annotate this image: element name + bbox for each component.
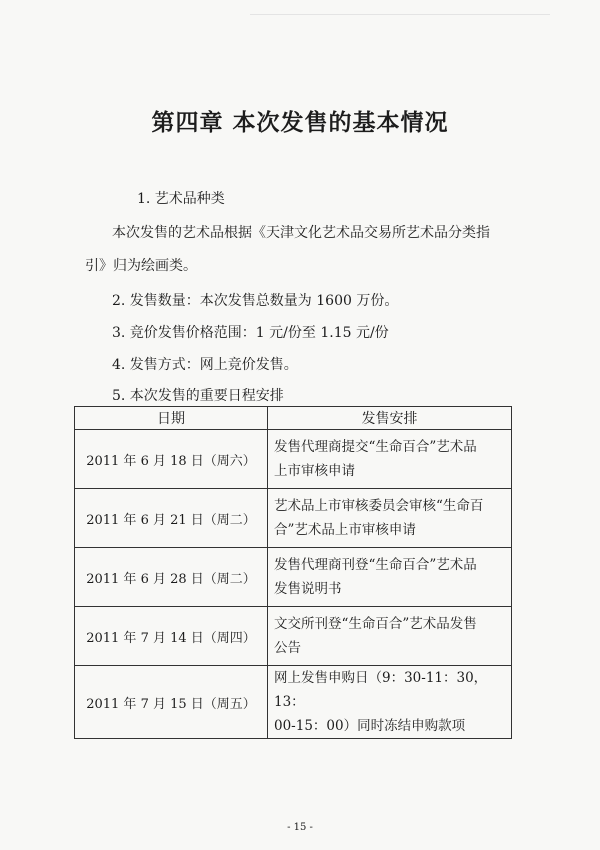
- row-date: 2011 年 6 月 21 日（周二）: [75, 489, 268, 548]
- row-plan-line1: 发售代理商提交“生命百合”艺术品: [274, 439, 477, 455]
- row-plan: [268, 489, 512, 548]
- row-plan: [268, 430, 512, 489]
- table-row: [75, 548, 512, 607]
- page-number: - 15 -: [287, 822, 313, 833]
- header-date: 日期: [75, 407, 268, 430]
- row-date: 2011 年 7 月 14 日（周四）: [75, 607, 268, 666]
- row-date: 2011 年 7 月 15 日（周五）: [75, 666, 268, 739]
- item4-method: 4. 发售方式：网上竞价发售。: [112, 357, 298, 373]
- item1-text-line1: 本次发售的艺术品根据《天津文化艺术品交易所艺术品分类指: [112, 225, 490, 241]
- item1-heading: 1. 艺术品种类: [137, 191, 225, 207]
- scan-artifact-line: [250, 14, 550, 15]
- table-row: [75, 489, 512, 548]
- row-plan-line1: 文交所刊登“生命百合”艺术品发售: [274, 616, 477, 632]
- item5-schedule-heading: 5. 本次发售的重要日程安排: [112, 388, 284, 404]
- item2-quantity: 2. 发售数量：本次发售总数量为 1600 万份。: [112, 293, 399, 309]
- row-plan: [268, 666, 512, 739]
- row-plan-line1: 艺术品上市审核委员会审核“生命百: [274, 498, 484, 514]
- table-row: [75, 607, 512, 666]
- header-plan: 发售安排: [268, 407, 512, 430]
- table-row: [75, 666, 512, 739]
- row-plan-line2: 00-15：00）同时冻结申购款项: [274, 718, 466, 734]
- row-plan-line2: 发售说明书: [274, 581, 342, 597]
- row-date: 2011 年 6 月 28 日（周二）: [75, 548, 268, 607]
- row-plan-line2: 合”艺术品上市审核申请: [274, 522, 416, 538]
- item1-text-line2: 引》归为绘画类。: [85, 258, 197, 274]
- chapter-title: 第四章 本次发售的基本情况: [151, 109, 449, 136]
- table-row: [75, 430, 512, 489]
- table-header-row: [75, 407, 512, 430]
- row-plan-line1: 发售代理商刊登“生命百合”艺术品: [274, 557, 477, 573]
- item3-price-range: 3. 竞价发售价格范围：1 元/份至 1.15 元/份: [112, 325, 389, 341]
- schedule-table: [74, 406, 512, 739]
- row-plan-line2: 公告: [274, 640, 301, 656]
- row-plan: [268, 548, 512, 607]
- row-plan: [268, 607, 512, 666]
- row-plan-line1: 网上发售申购日（9：30-11：30，13：: [274, 670, 488, 710]
- row-plan-line2: 上市审核申请: [274, 463, 355, 479]
- row-date: 2011 年 6 月 18 日（周六）: [75, 430, 268, 489]
